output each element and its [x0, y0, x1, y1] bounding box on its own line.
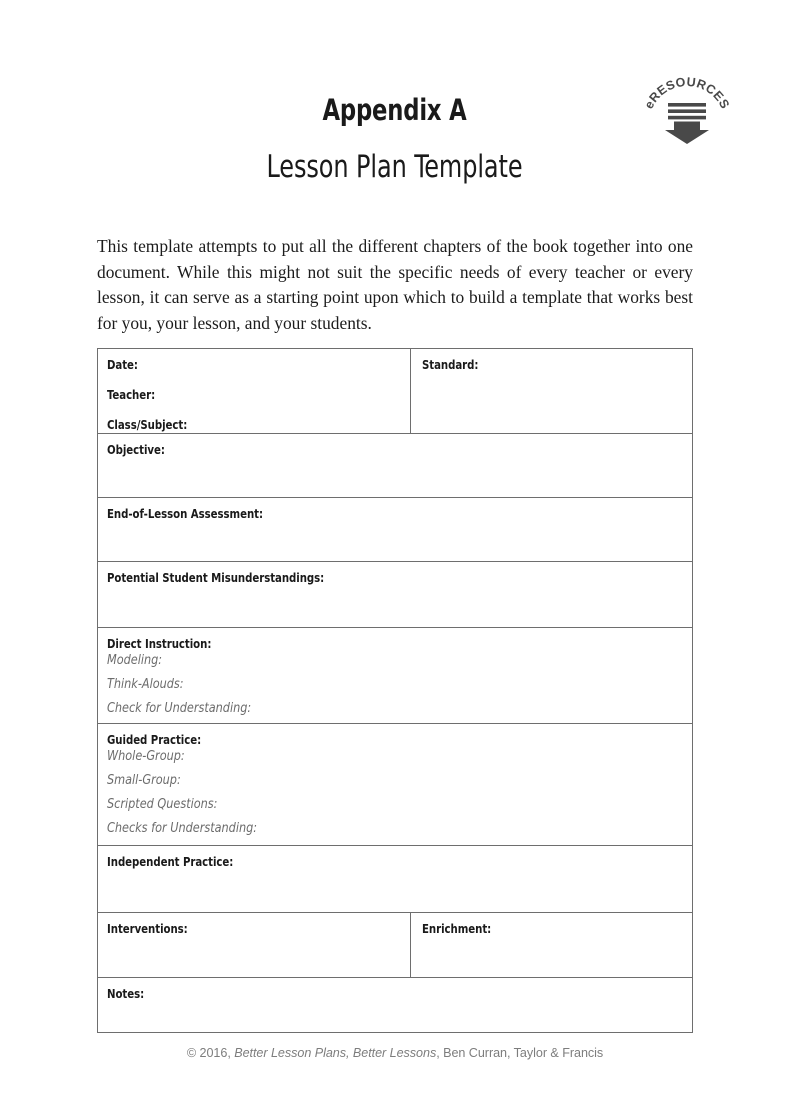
cell-notes[interactable]: [98, 978, 693, 1033]
label-class-subject: Class/Subject:: [107, 418, 188, 432]
label-standard: Standard:: [422, 358, 479, 372]
label-whole-group: Whole-Group:: [107, 749, 185, 764]
table-row: [98, 913, 693, 978]
cell-standard[interactable]: [411, 349, 693, 434]
table-row: [98, 846, 693, 913]
table-row: [98, 498, 693, 562]
cell-interventions[interactable]: [98, 913, 411, 978]
label-guided-practice: Guided Practice:: [107, 733, 202, 747]
footer-authors: , Ben Curran, Taylor & Francis: [436, 1046, 604, 1060]
label-end-of-lesson-assessment: End-of-Lesson Assessment:: [107, 507, 264, 521]
cell-independent-practice[interactable]: [98, 846, 693, 913]
label-potential-student-misunderstandings: Potential Student Misunderstandings:: [107, 571, 325, 585]
label-modeling: Modeling:: [107, 653, 163, 668]
cell-potential-student-misunderstandings[interactable]: [98, 562, 693, 628]
cell-direct-instruction[interactable]: [98, 628, 693, 724]
svg-text:eRESOURCES: eRESOURCES: [641, 74, 733, 112]
table-row: [98, 724, 693, 846]
page-title: Appendix A: [322, 93, 467, 127]
label-scripted-questions: Scripted Questions:: [107, 797, 218, 812]
label-enrichment: Enrichment:: [422, 922, 492, 936]
table-row: [98, 434, 693, 498]
intro-paragraph: This template attempts to put all the different chapters of the book together into one document. While this might not suit the specific needs of every teacher or every lesson, it can serve as a starting point upon which to build a template that works best for you, your lesson, and your students.: [97, 236, 693, 333]
table-row: [98, 628, 693, 724]
table-row: [98, 562, 693, 628]
cell-enrichment[interactable]: [411, 913, 693, 978]
table-row: [98, 978, 693, 1033]
footer-copyright: © 2016,: [186, 1046, 231, 1060]
label-independent-practice: Independent Practice:: [107, 855, 234, 869]
label-objective: Objective:: [107, 443, 165, 457]
page-subtitle: Lesson Plan Template: [266, 149, 523, 185]
label-think-alouds: Think-Alouds:: [107, 677, 184, 692]
label-check-for-understanding: Check for Understanding:: [107, 701, 252, 716]
label-small-group: Small-Group:: [107, 773, 181, 788]
footer-credit: [0, 1046, 790, 1060]
label-teacher: Teacher:: [107, 388, 156, 402]
cell-guided-practice[interactable]: [98, 724, 693, 846]
cell-objective[interactable]: [98, 434, 693, 498]
label-direct-instruction: Direct Instruction:: [107, 637, 212, 651]
cell-date-teacher-class[interactable]: [98, 349, 411, 434]
label-interventions: Interventions:: [107, 922, 188, 936]
cell-end-of-lesson-assessment[interactable]: [98, 498, 693, 562]
footer-book-title: Better Lesson Plans, Better Lessons: [234, 1046, 437, 1060]
table-row: [98, 349, 693, 434]
label-checks-for-understanding: Checks for Understanding:: [107, 821, 258, 836]
label-notes: Notes:: [107, 987, 145, 1001]
page-title-block: [97, 93, 692, 185]
label-date: Date:: [107, 358, 138, 372]
lesson-plan-table: [97, 348, 693, 1033]
